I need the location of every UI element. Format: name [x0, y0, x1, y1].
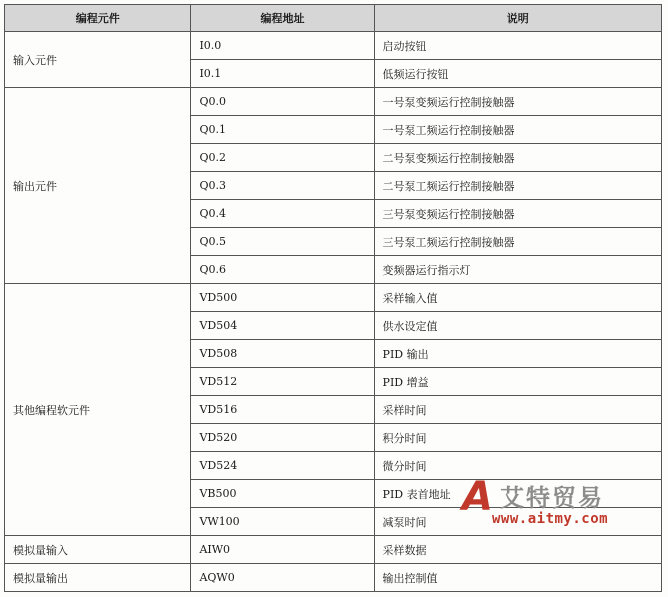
- description-cell: 积分时间: [374, 424, 661, 452]
- address-cell: Q0.3: [191, 172, 374, 200]
- address-cell: AIW0: [191, 536, 374, 564]
- group-other: 其他编程软元件: [5, 284, 191, 536]
- address-cell: VD516: [191, 396, 374, 424]
- address-cell: Q0.1: [191, 116, 374, 144]
- watermark-url: www.aitmy.com: [492, 511, 609, 527]
- watermark-letter: A: [462, 474, 493, 520]
- address-cell: Q0.4: [191, 200, 374, 228]
- description-cell: 采样输入值: [374, 284, 661, 312]
- address-cell: Q0.2: [191, 144, 374, 172]
- address-cell: AQW0: [191, 564, 374, 592]
- table-row: [5, 564, 662, 592]
- description-cell: 微分时间: [374, 452, 661, 480]
- description-cell: 供水设定值: [374, 312, 661, 340]
- address-cell: Q0.5: [191, 228, 374, 256]
- address-cell: VW100: [191, 508, 374, 536]
- description-cell: 三号泵变频运行控制接触器: [374, 200, 661, 228]
- table-row: [5, 284, 662, 312]
- address-cell: VD520: [191, 424, 374, 452]
- description-cell: 采样数据: [374, 536, 661, 564]
- header-address: 编程地址: [191, 5, 374, 32]
- description-cell: PID 输出: [374, 340, 661, 368]
- description-cell: PID 表首地址: [374, 480, 661, 508]
- description-cell: 采样时间: [374, 396, 661, 424]
- address-cell: VD504: [191, 312, 374, 340]
- address-cell: Q0.0: [191, 88, 374, 116]
- description-cell: 低频运行按钮: [374, 60, 661, 88]
- group-output: 输出元件: [5, 88, 191, 284]
- group-analog-output: 模拟量输出: [5, 564, 191, 592]
- address-cell: VD500: [191, 284, 374, 312]
- description-cell: 变频器运行指示灯: [374, 256, 661, 284]
- description-cell: 一号泵变频运行控制接触器: [374, 88, 661, 116]
- group-input: 输入元件: [5, 32, 191, 88]
- table-row: [5, 536, 662, 564]
- description-cell: 输出控制值: [374, 564, 661, 592]
- description-cell: 减泵时间: [374, 508, 661, 536]
- address-cell: I0.0: [191, 32, 374, 60]
- address-cell: Q0.6: [191, 256, 374, 284]
- description-cell: 一号泵工频运行控制接触器: [374, 116, 661, 144]
- table-row: [5, 32, 662, 60]
- description-cell: PID 增益: [374, 368, 661, 396]
- address-cell: VD512: [191, 368, 374, 396]
- address-cell: VB500: [191, 480, 374, 508]
- programming-elements-table: [4, 4, 662, 592]
- address-cell: I0.1: [191, 60, 374, 88]
- watermark-name: 艾特贸易: [500, 484, 604, 512]
- address-cell: VD524: [191, 452, 374, 480]
- header-description: 说明: [374, 5, 661, 32]
- description-cell: 二号泵工频运行控制接触器: [374, 172, 661, 200]
- table-header-row: [5, 5, 662, 32]
- table-row: [5, 88, 662, 116]
- address-cell: VD508: [191, 340, 374, 368]
- group-analog-input: 模拟量输入: [5, 536, 191, 564]
- description-cell: 启动按钮: [374, 32, 661, 60]
- description-cell: 三号泵工频运行控制接触器: [374, 228, 661, 256]
- header-element: 编程元件: [5, 5, 191, 32]
- description-cell: 二号泵变频运行控制接触器: [374, 144, 661, 172]
